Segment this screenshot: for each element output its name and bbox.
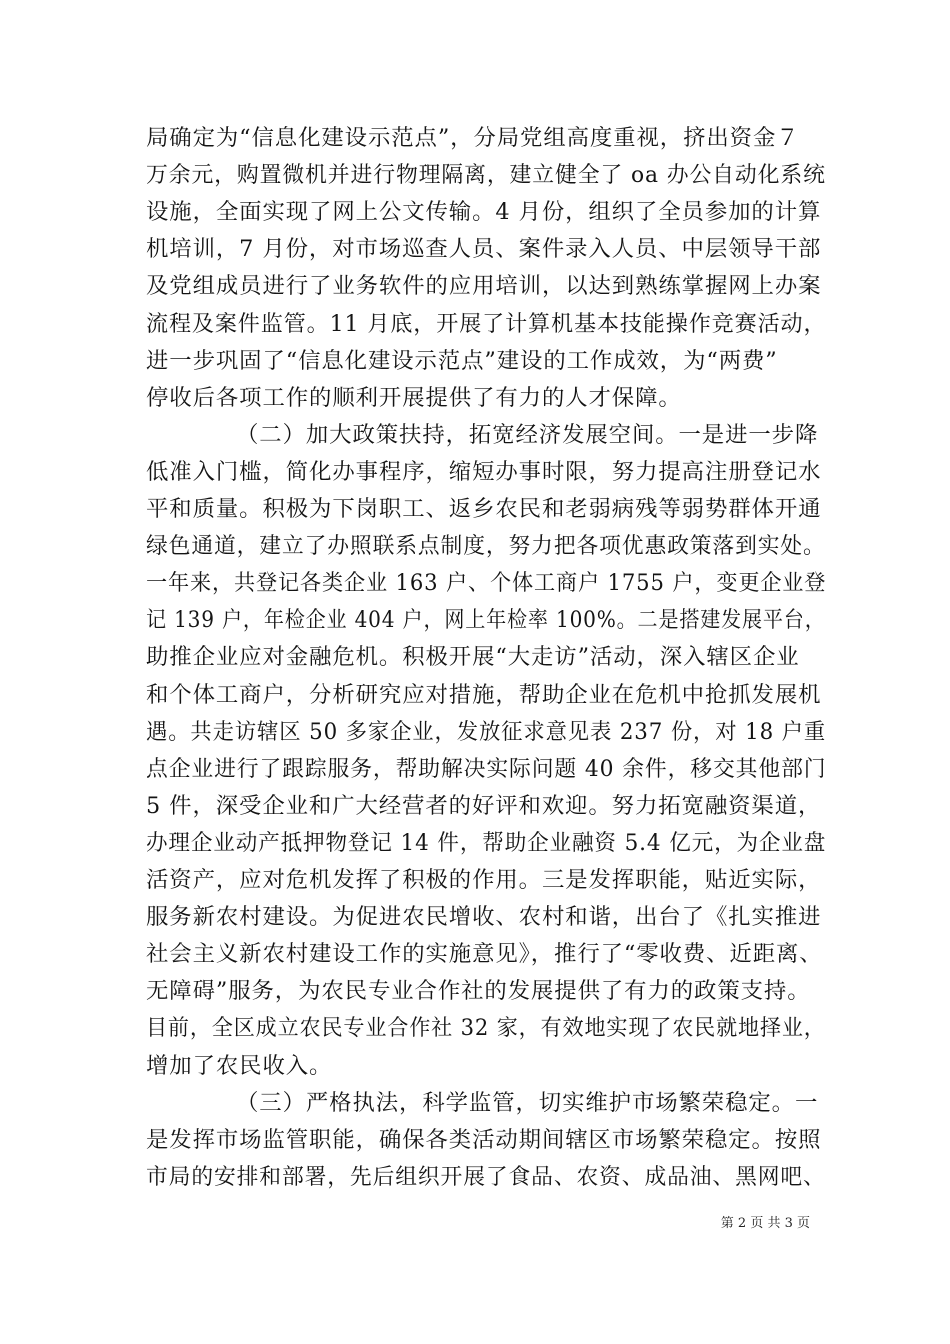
text-line: 平和质量。积极为下岗职工、返乡农民和老弱病残等弱势群体开通 bbox=[146, 496, 822, 522]
text-line: 市局的安排和部署，先后组织开展了食品、农资、成品油、黑网吧、 bbox=[146, 1163, 826, 1190]
text-line: 点企业进行了跟踪服务，帮助解决实际问题 40 余件，移交其他部门 bbox=[146, 755, 827, 782]
text-line: 助推企业应对金融危机。积极开展“大走访”活动，深入辖区企业 bbox=[146, 644, 800, 671]
text-line: 服务新农村建设。为促进农民增收、农村和谐，出台了《扎实推进 bbox=[146, 904, 822, 931]
text-line: 设施，全面实现了网上公文传输。4 月份，组织了全员参加的计算 bbox=[146, 199, 822, 226]
text-line: 增加了农民收入。 bbox=[146, 1052, 333, 1079]
page-footer: 第 2 页 共 3 页 bbox=[720, 1216, 810, 1231]
text-line: 一年来，共登记各类企业 163 户、个体工商户 1755 户，变更企业登 bbox=[146, 570, 827, 597]
text-line: 社会主义新农村建设工作的实施意见》，推行了“零收费、近距离、 bbox=[146, 941, 823, 968]
text-line: 活资产，应对危机发挥了积极的作用。三是发挥职能，贴近实际， bbox=[146, 867, 822, 893]
text-line: 目前，全区成立农民专业合作社 32 家，有效地实现了农民就地择业， bbox=[146, 1015, 826, 1042]
text-line: 低准入门槛，简化办事程序，缩短办事时限，努力提高注册登记水 bbox=[146, 458, 822, 485]
text-line: 流程及案件监管。11 月底，开展了计算机基本技能操作竞赛活动， bbox=[146, 310, 827, 337]
text-line: （二）加大政策扶持，拓宽经济发展空间。一是进一步降 bbox=[236, 421, 819, 448]
text-line: 办理企业动产抵押物登记 14 件，帮助企业融资 5.4 亿元，为企业盘 bbox=[146, 829, 827, 856]
text-line: 5 件，深受企业和广大经营者的好评和欢迎。努力拓宽融资渠道， bbox=[146, 792, 822, 819]
text-line: （三）严格执法，科学监管，切实维护市场繁荣稳定。一 bbox=[236, 1089, 819, 1116]
text-line: 是发挥市场监管职能，确保各类活动期间辖区市场繁荣稳定。按照 bbox=[146, 1126, 822, 1153]
text-line: 和个体工商户，分析研究应对措施，帮助企业在危机中抢抓发展机 bbox=[146, 681, 822, 708]
text-line: 绿色通道，建立了办照联系点制度，努力把各项优惠政策落到实处。 bbox=[146, 533, 826, 560]
text-line: 遇。共走访辖区 50 多家企业，发放征求意见表 237 份，对 18 户重 bbox=[146, 718, 827, 745]
text-line: 及党组成员进行了业务软件的应用培训，以达到熟练掌握网上办案 bbox=[146, 273, 822, 300]
text-line: 无障碍”服务，为农民专业合作社的发展提供了有力的政策支持。 bbox=[146, 978, 811, 1005]
text-line: 万余元，购置微机并进行物理隔离，建立健全了 oa 办公自动化系统 bbox=[146, 162, 826, 189]
text-line: 机培训，7 月份，对市场巡查人员、案件录入人员、中层领导干部 bbox=[146, 236, 822, 263]
text-line: 停收后各项工作的顺利开展提供了有力的人才保障。 bbox=[146, 384, 682, 411]
text-line: 记 139 户，年检企业 404 户，网上年检率 100%。二是搭建发展平台， bbox=[146, 607, 826, 634]
text-line: 进一步巩固了“信息化建设示范点”建设的工作成效，为“两费” bbox=[146, 347, 778, 374]
text-line: 局确定为“信息化建设示范点”，分局党组高度重视，挤出资金７ bbox=[146, 125, 800, 151]
